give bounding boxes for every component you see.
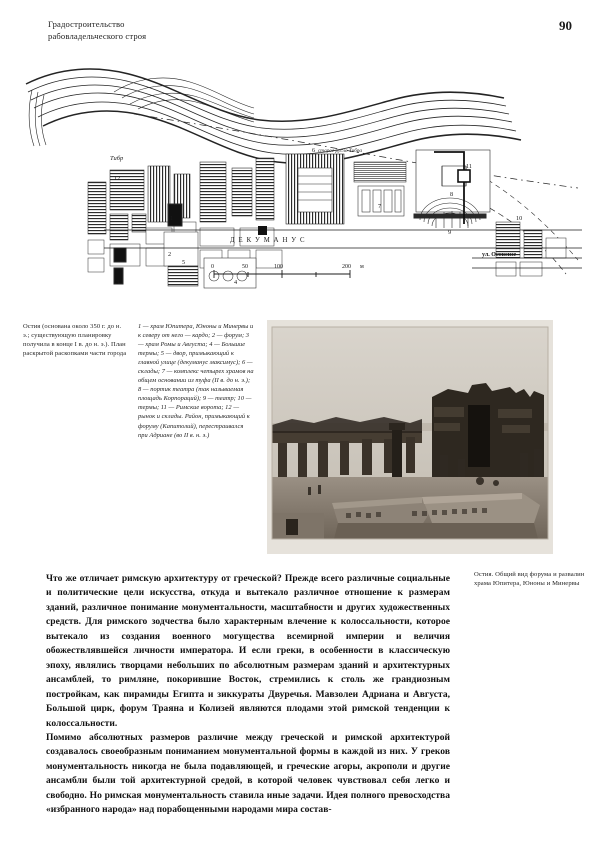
body-text <box>46 572 450 818</box>
site-number-6: 6 <box>312 147 316 154</box>
running-head-line-1: Градостроительство <box>48 19 125 29</box>
ostia-site-plan <box>18 62 582 294</box>
map-label-decumanus: Д Е К У М А Н У С <box>230 237 306 244</box>
body-paragraph-2: Помимо абсолютных размеров различие между греческой и римской архитектурой создавалось своеобразным пониманием монументальной формы в каждой из них. У греков монументальность никогда не была подавляющей, и греческие агоры, акрополи и другие ансамбли были той архитектурной средой, в которой человек чувствовал себя легко и свободно. Но римская монументальность ставила иные задачи. Идея полного превосходства «избранного народа» над порабощенными народами мира состав- <box>46 731 450 816</box>
ostia-forum-photograph <box>267 320 553 554</box>
figure-legend-plan: 1 — храм Юпитера, Юноны и Минервы и к северу от него — кардо; 2 — форум; 3 — храм Ромы и Августа; 4 — Большие термы; 5 — двор, примыкающий к главной улице (декуманус максимус); 6 — склады; 7 — комплекс четырех храмов на общем основании из туфа (II в. до н. э.); 8 — портик театра (так называемая площадь Корпораций); 9 — театр; 10 — термы; 11 — Римские ворота; 12 — рынок и склады. Район, примыкающий к форуму (Капитолий), перестраивался при Адриане (во II в. н. э.) <box>138 323 254 439</box>
forum-square <box>164 232 198 266</box>
scale-tick-0: 0 <box>211 264 214 270</box>
site-number-3: 3 <box>116 279 120 286</box>
site-number-8: 8 <box>450 191 454 198</box>
solid-block-1 <box>114 248 126 262</box>
site-number-12: 12 <box>114 175 121 182</box>
map-label-river: Тибр <box>110 155 124 162</box>
site-number-2: 2 <box>168 251 172 258</box>
scale-tick-50: 50 <box>242 264 248 270</box>
running-head-line-2: рабовладельческого строя <box>48 31 147 42</box>
site-number-5: 5 <box>182 259 186 266</box>
theatre-portico-block <box>416 150 490 212</box>
page-number: 90 <box>559 18 572 33</box>
running-head <box>48 18 146 42</box>
site-number-7: 7 <box>378 203 382 210</box>
photograph-image <box>267 320 553 554</box>
temple-doorway <box>468 405 490 467</box>
site-number-1: 1 <box>170 215 174 222</box>
figure-caption-plan: Остия (основана около 350 г. до н. э.; существующую планировку получила в конце I в. до н. э.). План раскрытой раскопками части города <box>23 323 127 358</box>
site-number-4: 4 <box>234 279 238 286</box>
site-plan-drawing <box>18 62 582 294</box>
scale-tick-200: 200 <box>342 264 351 270</box>
site-number-9: 9 <box>448 229 452 236</box>
scale-unit: м <box>360 264 364 270</box>
map-label-old-riverbed: старое русло Тибра <box>318 148 362 154</box>
scale-tick-100: 100 <box>274 264 283 270</box>
map-label-street-ostiense: ул. Остиензе <box>482 252 517 258</box>
four-temples-block <box>358 186 404 216</box>
body-paragraph-1: Что же отличает римскую архитектуру от греческой? Прежде всего различные социальные и политические цели искусства, откуда и вытекало различное отношение к размерам зданий, различное понимание монументальности, масштабности и других художественных средств. Для римского зодчества было характерным влечение к колоссальности, которое вытекало из создания военного могущества всемирной империи и величия обожествлявшейся личности императора. И если греки, в особенности в классическую эпоху, являлись творцами небольших по абсолютным размерам зданий и архитектурных ансамблей, то римляне, покорившие Восток, стремились к столь же грандиозным постройкам, как пирамиды Египта и зиккураты Двуречья. Мавзолеи Адриана и Августа, Большой цирк, форум Траяна и Колизей являются плодами этой римской тенденции к колоссальности. <box>46 573 450 729</box>
site-number-11: 11 <box>466 163 472 170</box>
site-number-10: 10 <box>516 215 523 222</box>
figure-caption-photograph: Остия. Общий вид форума и развалин храма Юпитера, Юноны и Минервы <box>474 571 585 588</box>
